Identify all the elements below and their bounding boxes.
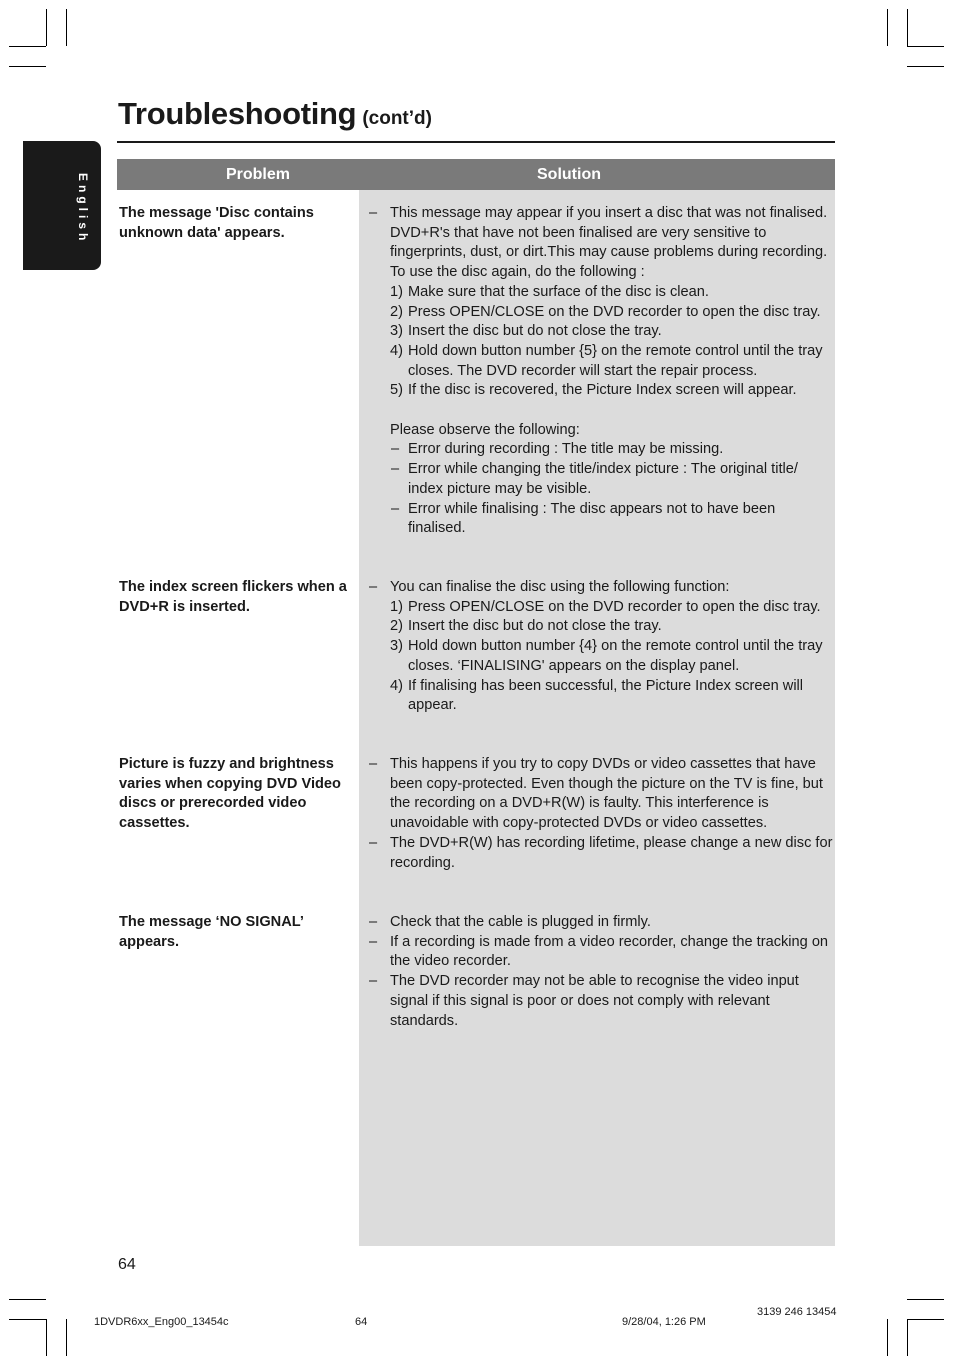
language-tab [23, 141, 101, 270]
solution-line [368, 421, 836, 441]
solution-text: Check that the cable is plugged in firmly. [390, 914, 651, 930]
solution-text: If finalising has been successful, the Picture Index screen will appear. [408, 677, 804, 714]
solution-marker: – [391, 441, 400, 458]
solution-line [368, 677, 836, 716]
solution-marker: – [369, 973, 378, 990]
solution-line [368, 303, 836, 323]
solution-block [368, 578, 836, 716]
header-problem: Problem [225, 166, 290, 183]
solution-text: Insert the disc but do not close the tray. [408, 323, 662, 340]
solution-line [368, 913, 836, 933]
solution-text: Press OPEN/CLOSE on the DVD recorder to open the disc tray. [408, 598, 821, 615]
solution-text: The DVD+R(W) has recording lifetime, please change a new disc for recording. [390, 834, 833, 871]
solution-line [368, 322, 836, 342]
footer-code: 3139 246 13454 [757, 1306, 837, 1318]
solution-line [368, 283, 836, 303]
problem-text: The index screen flickers when a DVD+R is inserted. [119, 579, 347, 615]
solution-line [368, 500, 836, 539]
footer-date: 9/28/04, 1:26 PM [622, 1316, 706, 1328]
solution-text: Error while finalising : The disc appears not to have been finalised. [408, 500, 776, 537]
solution-marker: – [391, 461, 400, 478]
solution-marker: – [369, 933, 378, 950]
problem-text: The message ‘NO SIGNAL’ appears. [119, 914, 304, 950]
solution-line [368, 440, 836, 460]
problem-text: Picture is fuzzy and brightness varies when copying DVD Video discs or prerecorded video cassettes. [119, 756, 341, 832]
solution-text: If the disc is recovered, the Picture Index screen will appear. [408, 382, 797, 399]
solution-text: Hold down button number {4} on the remote control until the tray closes. ‘FINALISING' appears on the display panel. [408, 638, 823, 674]
solution-line [368, 637, 836, 676]
solution-block [368, 755, 836, 873]
page-title-main: Troubleshooting [118, 96, 357, 131]
solution-line [368, 204, 836, 283]
solution-text: Insert the disc but do not close the tray. [408, 618, 662, 635]
solution-marker: – [391, 500, 400, 517]
solution-text: Please observe the following: [390, 421, 580, 438]
header-solution: Solution [537, 166, 601, 183]
solution-marker: – [369, 205, 378, 221]
title-divider [117, 141, 835, 143]
problem-text: The message 'Disc contains unknown data' appears. [119, 205, 314, 241]
solution-line [368, 617, 836, 637]
solution-line [368, 381, 836, 401]
solution-marker: – [369, 834, 378, 851]
solution-text: Error while changing the title/index picture : The original title/ index picture may be visible. [408, 461, 798, 497]
solution-marker: 5) [390, 382, 403, 399]
solution-text: This happens if you try to copy DVDs or video cassettes that have been copy-protected. Even though the picture on the TV is fine, but the recording on a DVD+R(W) is faulty. This interference is unavoidable with copy-protected DVDs or video cassettes. [390, 756, 823, 832]
solution-block [368, 913, 836, 1031]
footer-page: 64 [355, 1316, 368, 1328]
solution-line [368, 933, 836, 972]
solution-marker: – [369, 579, 378, 595]
page-number: 64 [118, 1256, 136, 1273]
page-title [118, 96, 432, 132]
solution-line [368, 598, 836, 618]
solution-marker: – [369, 914, 378, 930]
solution-text: You can finalise the disc using the following function: [390, 579, 730, 595]
solution-text: Make sure that the surface of the disc is clean. [408, 283, 709, 300]
solution-marker: 2) [390, 618, 403, 635]
solution-text: This message may appear if you insert a disc that was not finalised. DVD+R's that have not been finalised are very sensitive to fingerprints, dust, or dirt.This may cause problems during recording. To use the disc again, do the following : [390, 205, 828, 281]
solution-line [368, 342, 836, 381]
solution-marker: 4) [390, 677, 403, 694]
solution-marker: 3) [390, 638, 403, 655]
solution-marker: – [369, 756, 378, 772]
solution-text: The DVD recorder may not be able to recognise the video input signal if this signal is poor or does not comply with relevant standards. [390, 973, 799, 1029]
solution-spacer [368, 401, 836, 421]
page-title-sub: (cont’d) [362, 108, 432, 129]
solution-block [368, 204, 836, 539]
solution-marker: 3) [390, 323, 403, 340]
solution-marker: 2) [390, 303, 403, 320]
language-tab-label: English [76, 173, 90, 245]
solution-text: If a recording is made from a video recorder, change the tracking on the video recorder. [390, 933, 829, 970]
solution-text: Error during recording : The title may be missing. [408, 441, 724, 458]
solution-line [368, 578, 836, 598]
table-header [117, 159, 835, 190]
footer-file-name: 1DVDR6xx_Eng00_13454c [94, 1316, 229, 1328]
solution-marker: 1) [390, 283, 403, 300]
solution-line [368, 972, 836, 1031]
solution-line [368, 460, 836, 499]
solution-marker: 4) [390, 342, 403, 359]
solution-text: Press OPEN/CLOSE on the DVD recorder to open the disc tray. [408, 303, 821, 320]
solution-marker: 1) [390, 598, 403, 615]
solution-text: Hold down button number {5} on the remote control until the tray closes. The DVD recorder will start the repair process. [408, 342, 823, 379]
solution-line [368, 755, 836, 834]
solution-line [368, 834, 836, 873]
